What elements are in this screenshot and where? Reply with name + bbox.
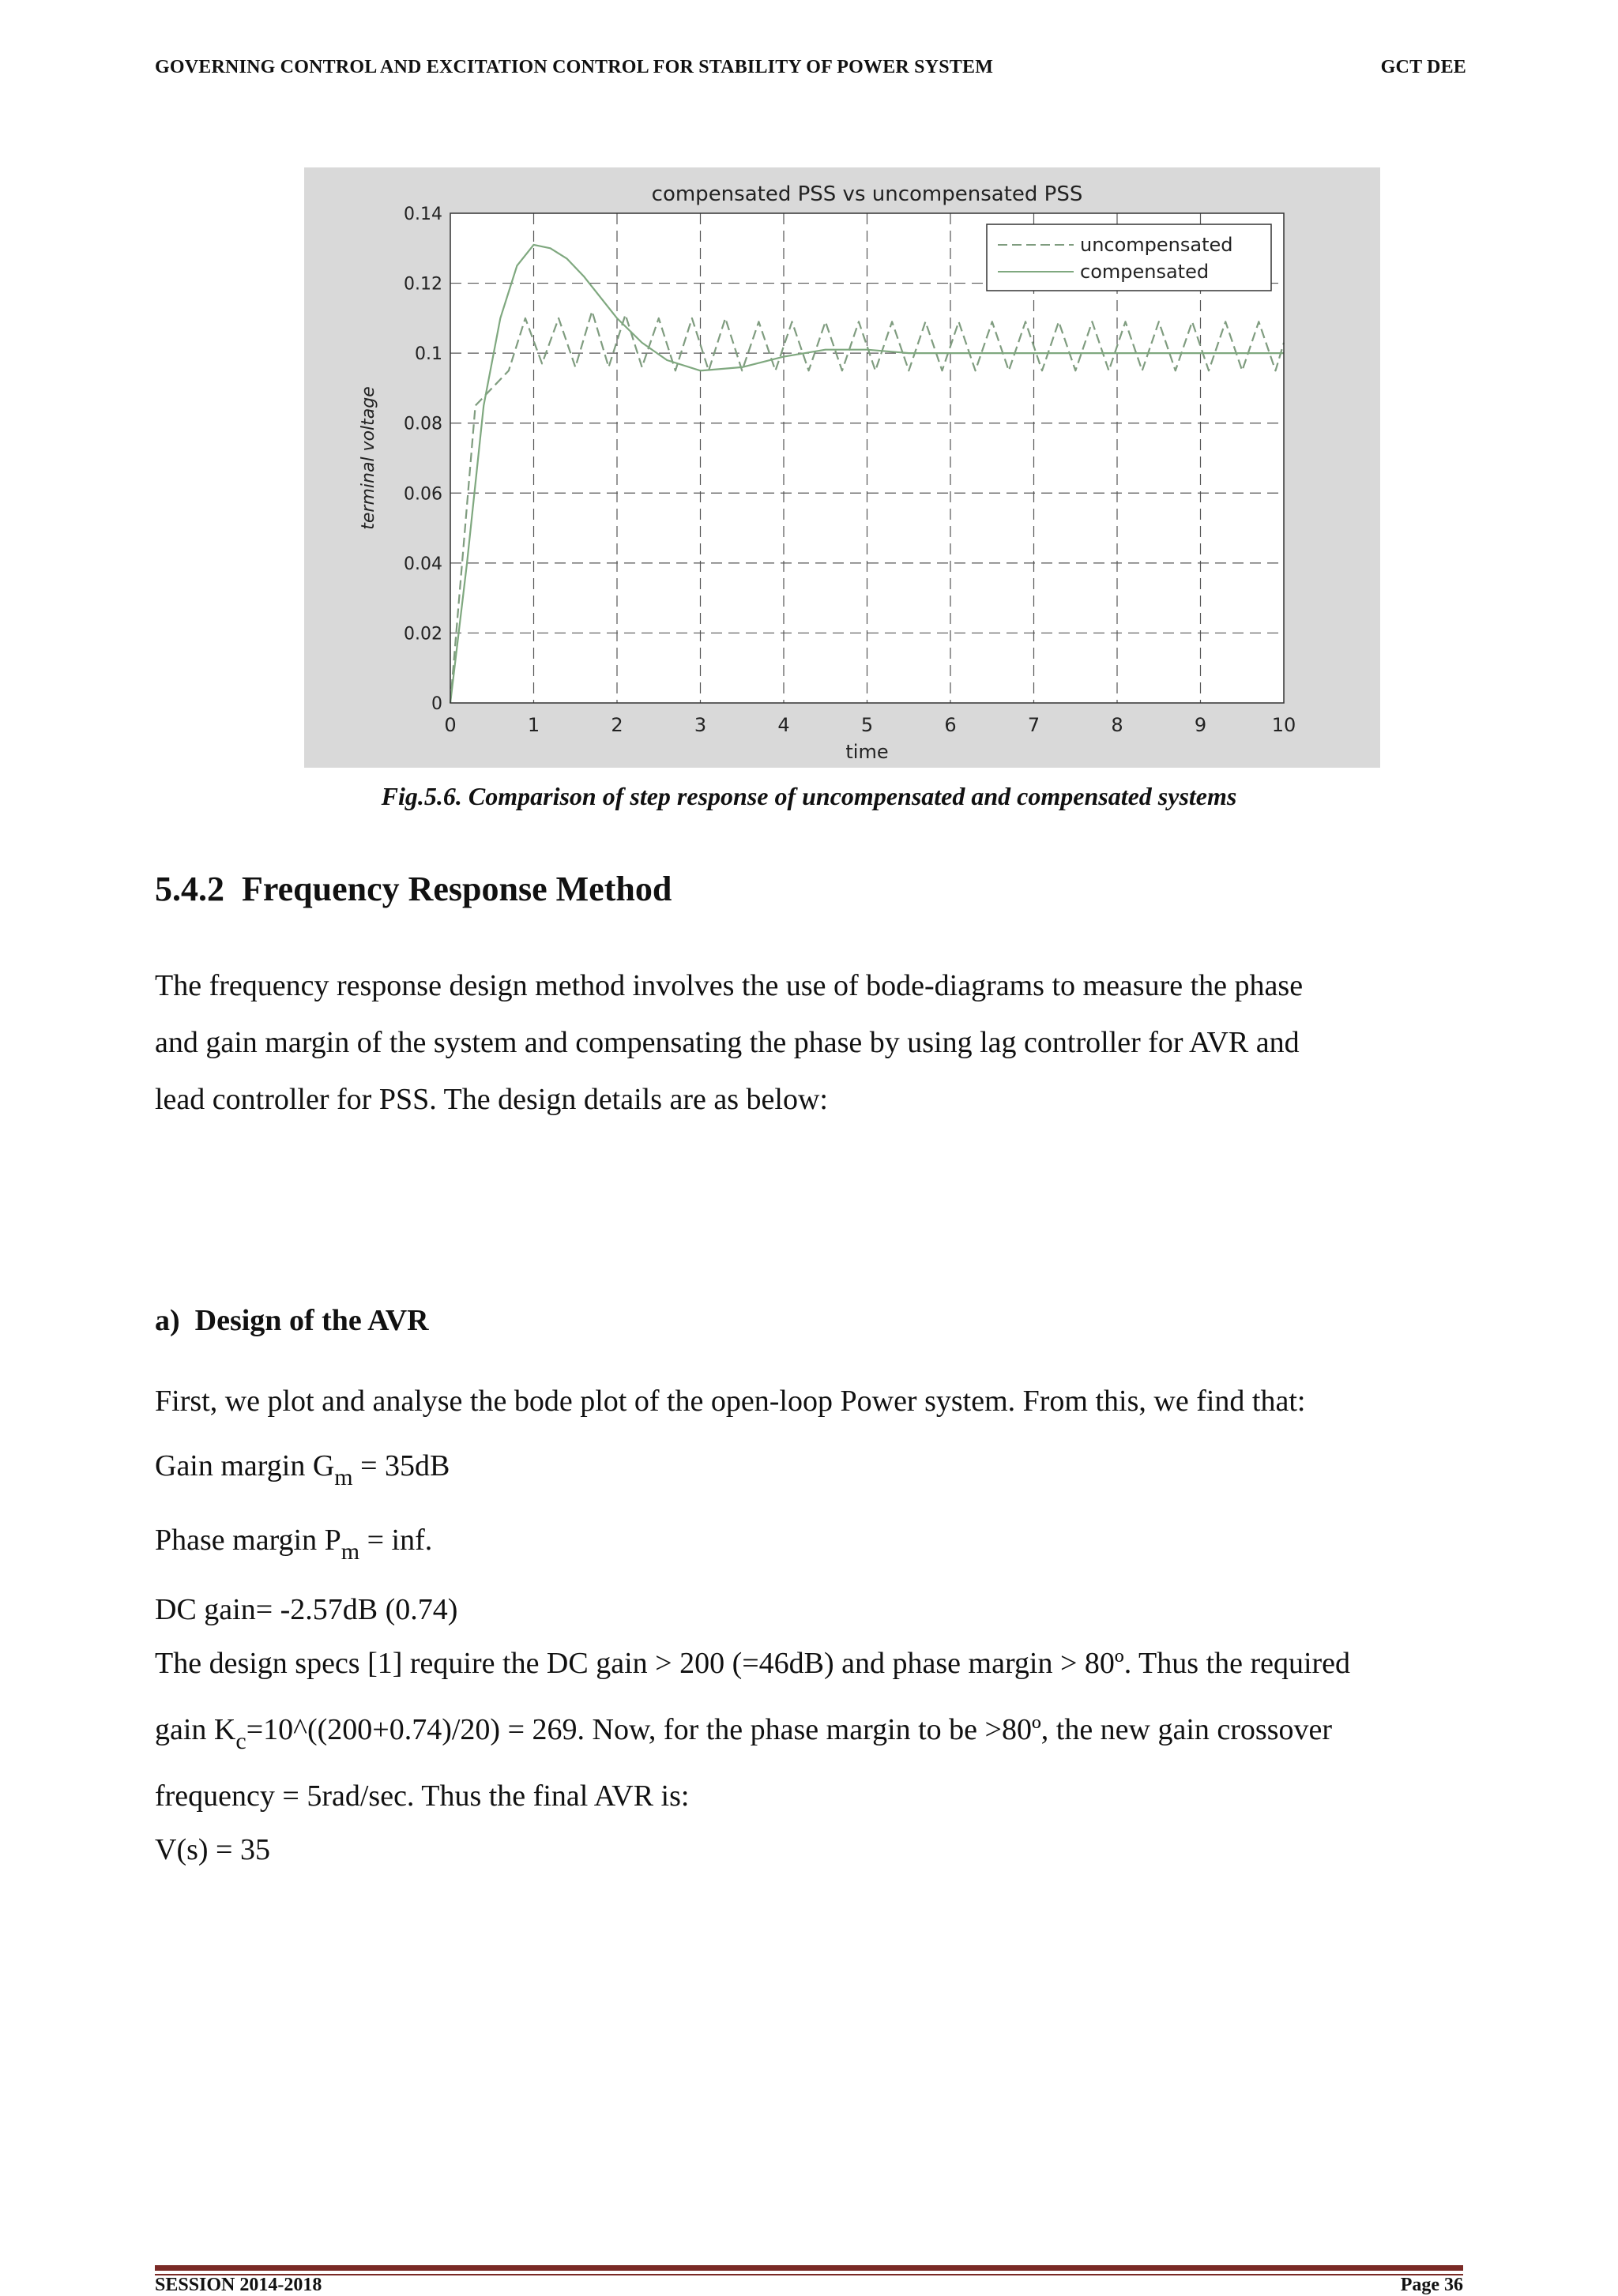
x-tick-label: 6 bbox=[944, 714, 957, 736]
subsection-label: a) bbox=[155, 1304, 180, 1337]
y-tick-label: 0.1 bbox=[415, 344, 442, 365]
legend-label-compensated: compensated bbox=[1080, 261, 1210, 283]
intro-paragraph bbox=[155, 957, 1458, 1128]
running-header-dept: GCT DEE bbox=[1380, 57, 1466, 77]
x-axis-label: time bbox=[845, 741, 889, 763]
section-heading bbox=[155, 869, 672, 909]
avr-equation-line: V(s) = 35 bbox=[155, 1833, 270, 1866]
y-tick-label: 0.02 bbox=[404, 624, 442, 644]
intro-line: lead controller for PSS. The design details are as below: bbox=[155, 1083, 828, 1116]
footer-rule-thin bbox=[155, 2274, 1463, 2275]
x-tick-label: 10 bbox=[1271, 714, 1296, 736]
gain-margin-line bbox=[155, 1449, 450, 1490]
y-tick-label: 0.08 bbox=[404, 414, 442, 434]
phase-margin-subscript: m bbox=[341, 1539, 360, 1565]
gain-margin-value: = 35dB bbox=[352, 1449, 450, 1482]
gain-kc-subscript: c bbox=[235, 1728, 246, 1754]
footer-page-number: Page 36 bbox=[1400, 2275, 1463, 2295]
y-tick-label: 0.12 bbox=[404, 274, 442, 295]
phase-margin-line bbox=[155, 1523, 433, 1565]
body-line-bode: First, we plot and analyse the bode plot of the open-loop Power system. From this, we find that: bbox=[155, 1385, 1306, 1418]
gain-kc-value: =10^((200+0.74)/20) = 269. Now, for the phase margin to be >80º, the new gain crossover bbox=[246, 1713, 1333, 1746]
footer-session: SESSION 2014-2018 bbox=[155, 2275, 322, 2295]
section-title: Frequency Response Method bbox=[242, 870, 672, 908]
subsection-heading bbox=[155, 1303, 429, 1338]
footer-rule-thick bbox=[155, 2265, 1463, 2271]
y-tick-label: 0 bbox=[431, 694, 442, 714]
figure-step-response bbox=[304, 167, 1380, 768]
x-tick-label: 3 bbox=[694, 714, 707, 736]
y-tick-label: 0.06 bbox=[404, 484, 442, 505]
y-tick-label: 0.14 bbox=[404, 205, 442, 224]
legend bbox=[987, 224, 1271, 291]
dc-gain-line: DC gain= -2.57dB (0.74) bbox=[155, 1593, 458, 1626]
gain-kc-text: gain K bbox=[155, 1713, 236, 1746]
gain-margin-subscript: m bbox=[334, 1464, 353, 1490]
x-tick-label: 9 bbox=[1194, 714, 1207, 736]
subsection-title: Design of the AVR bbox=[194, 1304, 429, 1337]
phase-margin-text: Phase margin P bbox=[155, 1524, 341, 1557]
crossover-line: frequency = 5rad/sec. Thus the final AVR is: bbox=[155, 1779, 690, 1813]
gain-kc-line bbox=[155, 1712, 1333, 1754]
x-tick-label: 5 bbox=[860, 714, 874, 736]
x-tick-label: 2 bbox=[611, 714, 623, 736]
x-tick-label: 1 bbox=[527, 714, 540, 736]
section-number: 5.4.2 bbox=[155, 870, 224, 908]
figure-caption: Fig.5.6. Comparison of step response of uncompensated and compensated systems bbox=[381, 782, 1237, 810]
y-axis-label: terminal voltage bbox=[359, 386, 378, 530]
x-tick-label: 8 bbox=[1111, 714, 1123, 736]
x-tick-label: 7 bbox=[1027, 714, 1040, 736]
intro-line: The frequency response design method involves the use of bode-diagrams to measure the phase bbox=[155, 969, 1304, 1002]
step-response-chart bbox=[304, 167, 1380, 768]
intro-line: and gain margin of the system and compensating the phase by using lag controller for AVR and bbox=[155, 1026, 1300, 1059]
gain-margin-text: Gain margin G bbox=[155, 1449, 335, 1482]
design-spec-line: The design specs [1] require the DC gain > 200 (=46dB) and phase margin > 80º. Thus the required bbox=[155, 1647, 1351, 1680]
legend-label-uncompensated: uncompensated bbox=[1080, 234, 1233, 256]
phase-margin-value: = inf. bbox=[359, 1524, 433, 1557]
x-tick-label: 0 bbox=[444, 714, 457, 736]
chart-title: compensated PSS vs uncompensated PSS bbox=[651, 182, 1083, 206]
x-tick-label: 4 bbox=[777, 714, 790, 736]
running-header-title: GOVERNING CONTROL AND EXCITATION CONTROL FOR STABILITY OF POWER SYSTEM bbox=[155, 57, 994, 77]
y-tick-label: 0.04 bbox=[404, 554, 442, 574]
